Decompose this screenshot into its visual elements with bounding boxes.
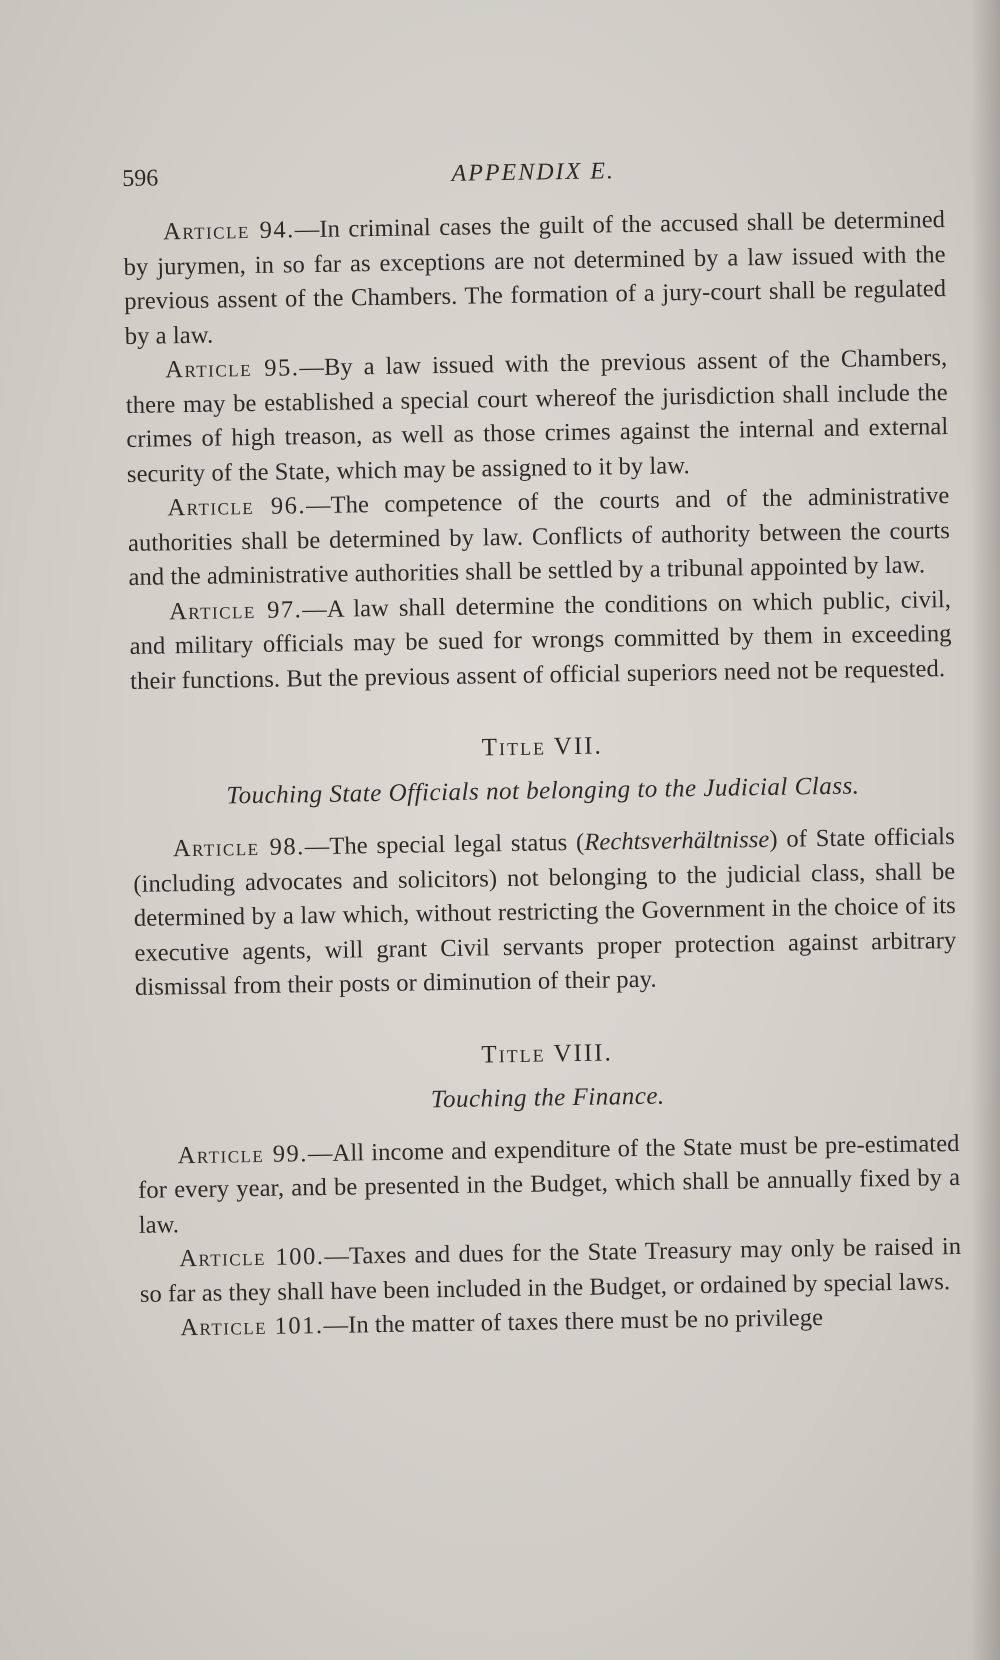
article-label: Article 94. <box>162 216 295 246</box>
article-label: Article 95. <box>165 354 300 384</box>
article-99 <box>137 1126 961 1242</box>
page-number: 596 <box>122 165 159 192</box>
article-text: —Taxes and dues for the State Treasury may only be raised in so far as they shall have been included in the Budget, or ordained by special laws. <box>139 1232 962 1308</box>
article-95 <box>125 341 949 492</box>
article-100 <box>139 1230 962 1312</box>
article-text-before: —The special legal status ( <box>304 828 585 861</box>
article-label: Article 101. <box>180 1311 324 1342</box>
title-vii-heading: Title VII. <box>481 732 603 762</box>
article-label: Article 96. <box>167 492 307 522</box>
italic-term: Rechtsverhältnisse <box>584 825 770 856</box>
article-94 <box>123 203 947 354</box>
article-label: Article 99. <box>177 1139 309 1169</box>
article-label: Article 97. <box>168 595 303 625</box>
article-text: —By a law issued with the previous assent of the Chambers, there may be established a special court whereof the jurisdiction shall include the crimes of high treason, as well as those crimes against the internal and external security of the State, which may be assigned to it by law. <box>125 344 949 488</box>
title-viii-heading: Title VIII. <box>481 1038 613 1068</box>
text-block <box>122 147 963 1346</box>
article-text-after: ) of State officials (including advocates and solicitors) not belonging to the judicial class, shall be determined by a law which, without restricting the Government in the choice of its executive agents, will grant Civil servants proper protection against arbitrary dismissal from their posts or diminution of their pay. <box>133 823 957 1001</box>
article-96 <box>127 479 951 595</box>
title-viii-subtitle: Touching the Finance. <box>430 1082 665 1113</box>
page-gutter-shadow <box>970 0 1000 1660</box>
article-98 <box>133 820 958 1005</box>
article-label: Article 98. <box>172 833 305 863</box>
article-label: Article 100. <box>179 1242 325 1273</box>
article-97 <box>129 583 953 699</box>
article-text: —A law shall determine the conditions on which public, civil, and military officials may be sued for wrongs committed by them in exceeding their functions. But the previous assent of official superiors need not be requested. <box>129 585 952 695</box>
article-text: —All income and expenditure of the State must be pre-estimated for every year, and be presented in the Budget, which shall be annually fixed by a law. <box>137 1129 961 1239</box>
article-text: —In the matter of taxes there must be no privilege <box>323 1304 824 1339</box>
running-title: APPENDIX E. <box>451 158 616 187</box>
title-vii-subtitle: Touching State Officials not belonging to the Judicial Class. <box>226 772 860 810</box>
article-text: —The competence of the courts and of the administrative authorities shall be determined by law. Conflicts of authority between the courts and the administrative authorities shall be settled by a tribunal appointed by law. <box>127 482 951 591</box>
article-text: —In criminal cases the guilt of the accused shall be determined by jurymen, in so far as exceptions are not determined by a law issued with the previous assent of the Chambers. The formation of a jury-court shall be regulated by a law. <box>123 206 947 350</box>
